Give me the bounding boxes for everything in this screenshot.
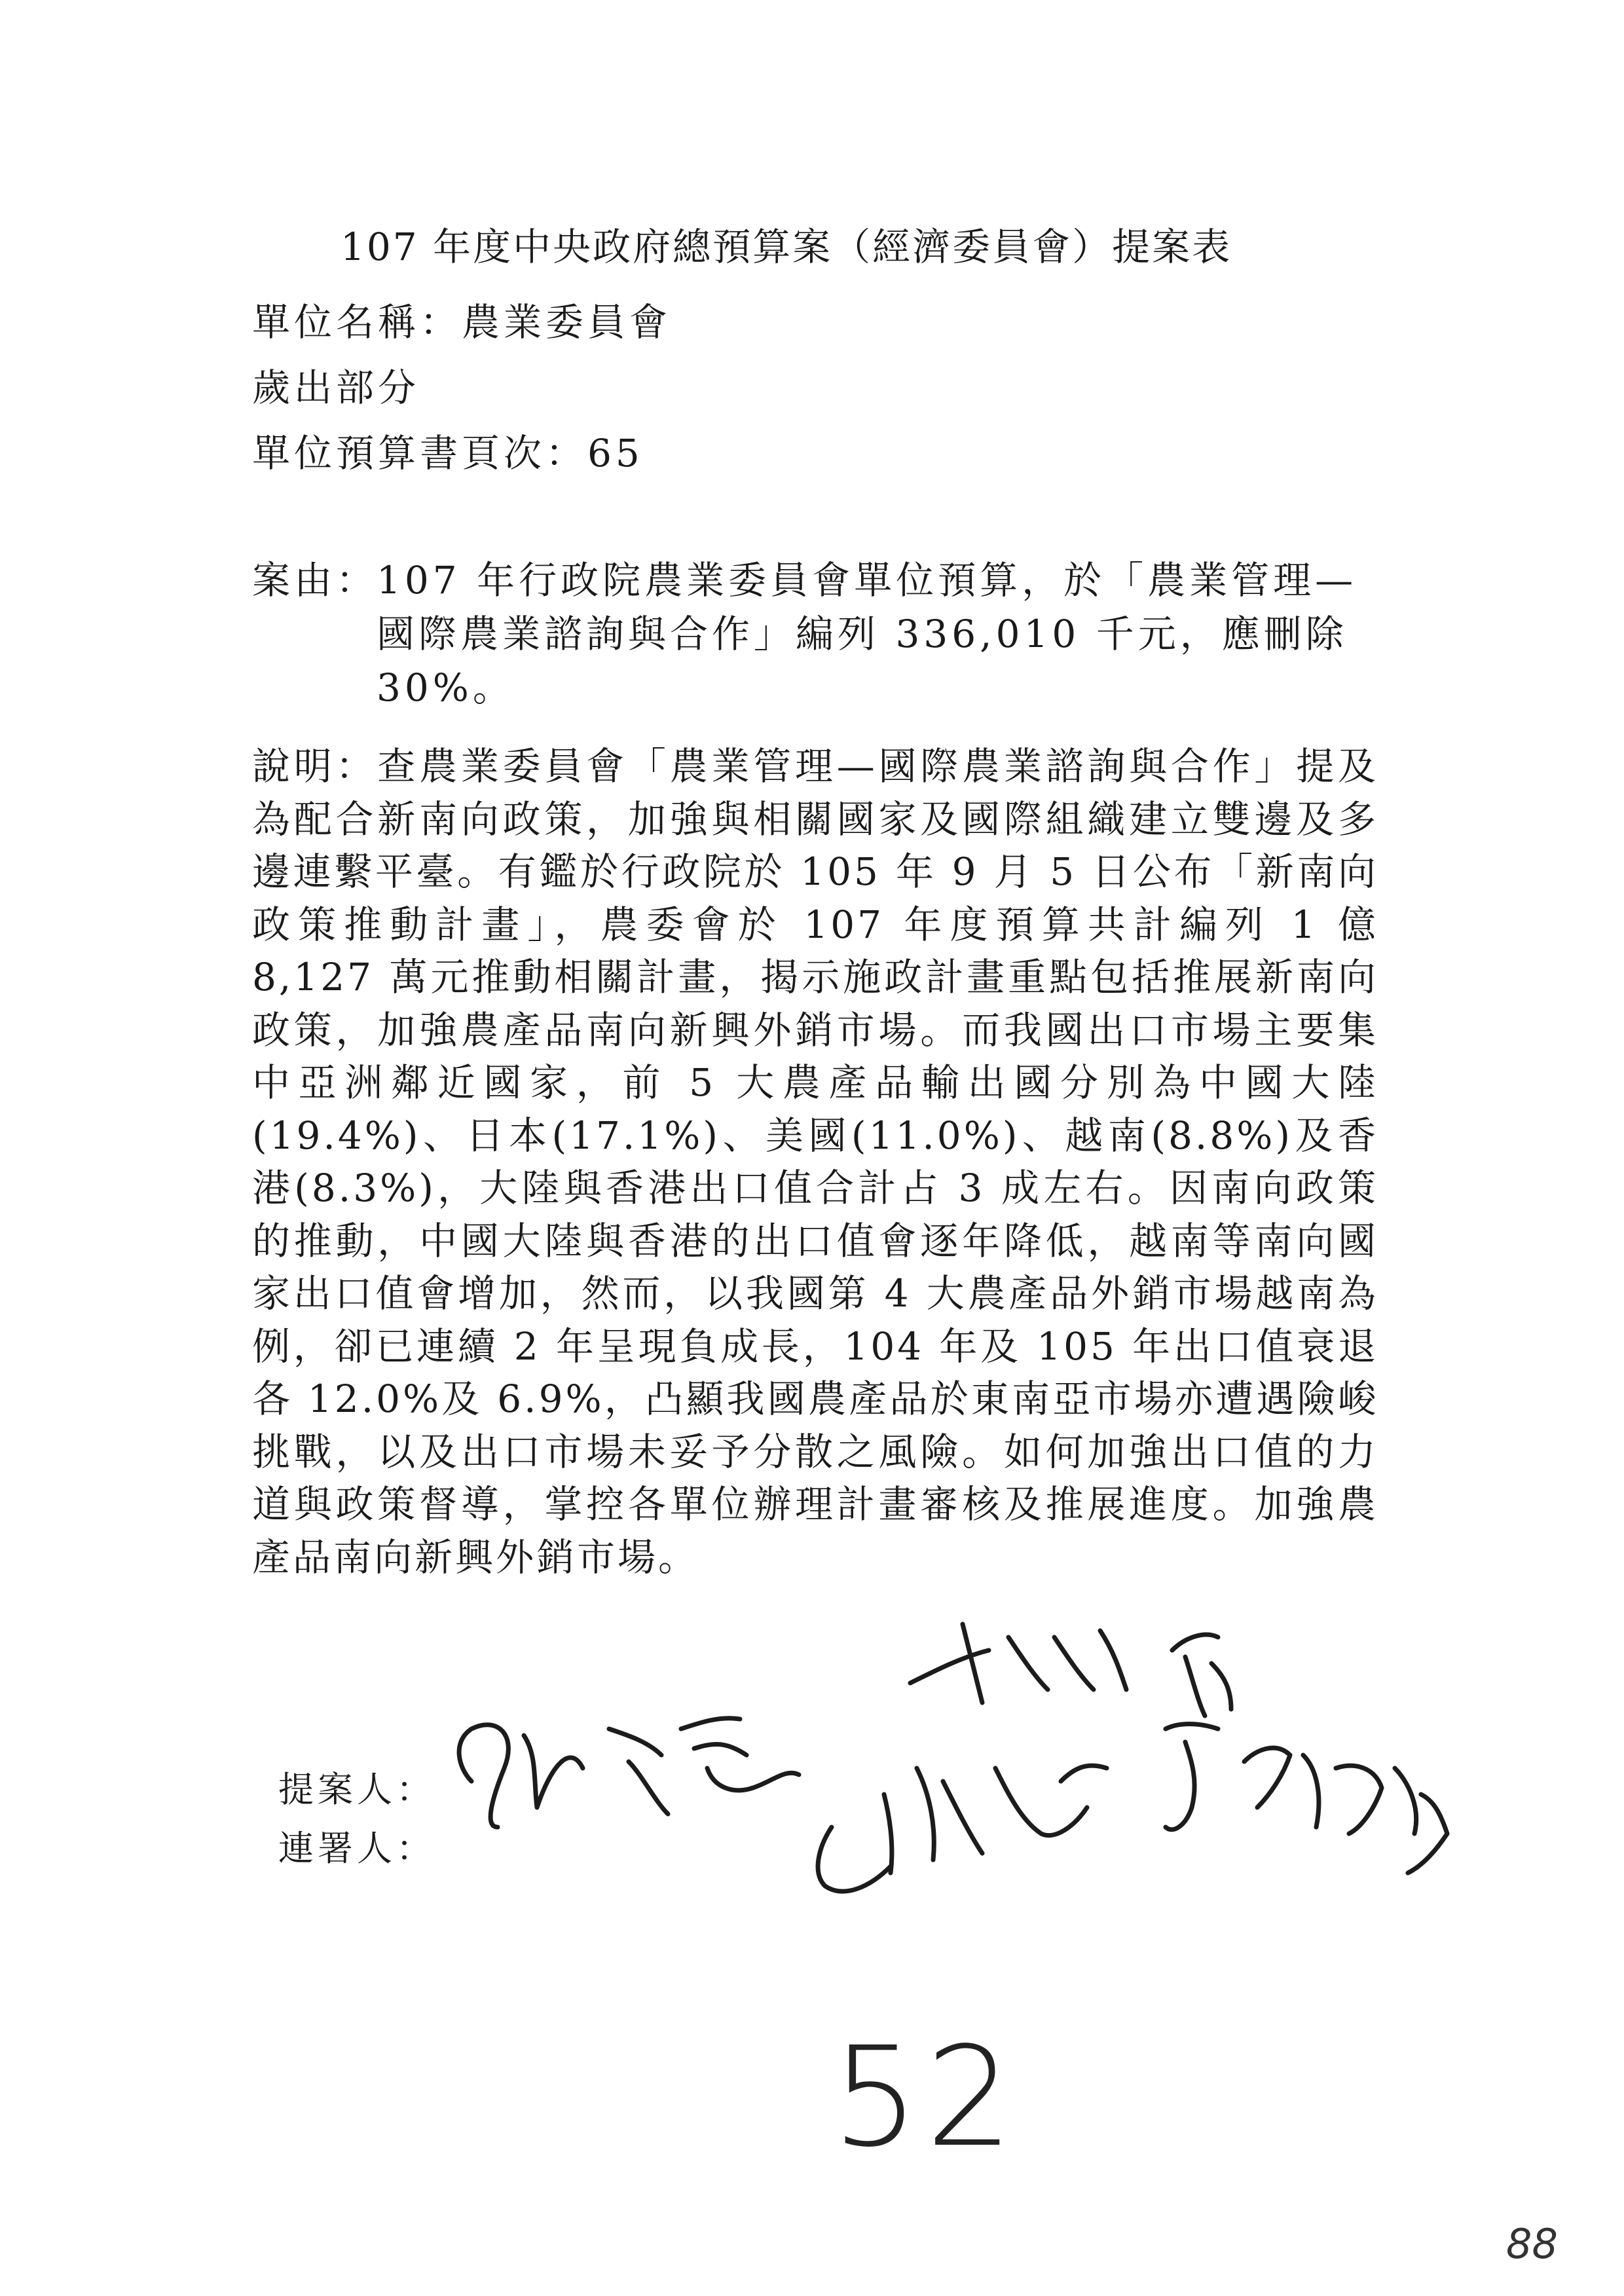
proposal-block — [252, 553, 1385, 714]
signature-cosigner-1 — [910, 1624, 1126, 1703]
explanation-text: 說明：查農業委員會「農業管理—國際農業諮詢與合作」提及為配合新南向政策，加強與相關國家及國際組織建立雙邊及多邊連繫平臺。有鑑於行政院於 105 年 9 月 5 日公布「新南向政策推動計畫」，農委會於 107 年度預算共計編列 1 億 8,127 萬元推動相關計畫，揭示施政計畫重點包括推展新南向政策，加強農產品南向新興外銷市場。而我國出口市場主要集中亞洲鄰近國家，前 5 大農產品輸出國分別為中國大陸(19.4%)、日本(17.1%)、美國(11.0%)、越南(8.8%)及香港(8.3%)，大陸與香港出口值合計占 3 成左右。因南向政策的推動，中國大陸與香港的出口值會逐年降低，越南等南向國家出口值會增加，然而，以我國第 4 大農產品外銷市場越南為例，卻已連續 2 年呈現負成長，104 年及 105 年出口值衰退各 12.0%及 6.9%，凸顯我國農產品於東南亞市場亦遭遇險峻挑戰，以及出口市場未妥予分散之風險。如何加強出口值的力道與政策督導，掌控各單位辦理計畫審核及推展進度。加強農產品南向新興外銷市場。 — [252, 744, 1378, 1580]
handwritten-page-number: 52 — [832, 2017, 1020, 2177]
proposal-label: 案由： — [252, 558, 378, 602]
cosigner-label: 連署人： — [278, 1828, 435, 1869]
signature-cosigner-2 — [818, 1766, 1107, 1891]
signature-proposer — [459, 1718, 799, 1827]
unit-name-line: 單位名稱：農業委員會 — [252, 300, 672, 344]
signature-cosigner-3 — [1166, 1635, 1447, 1873]
document-title: 107 年度中央政府總預算案（經濟委員會）提案表 — [341, 225, 1232, 269]
budget-page-line: 單位預算書頁次：65 — [252, 431, 644, 475]
corner-page-number: 88 — [1506, 2220, 1558, 2268]
section-line: 歲出部分 — [252, 365, 420, 410]
proposer-label: 提案人： — [278, 1769, 435, 1810]
proposal-text: 107 年行政院農業委員會單位預算，於「農業管理—國際農業諮詢與合作」編列 336,010 千元，應刪除 30%。 — [377, 558, 1357, 710]
